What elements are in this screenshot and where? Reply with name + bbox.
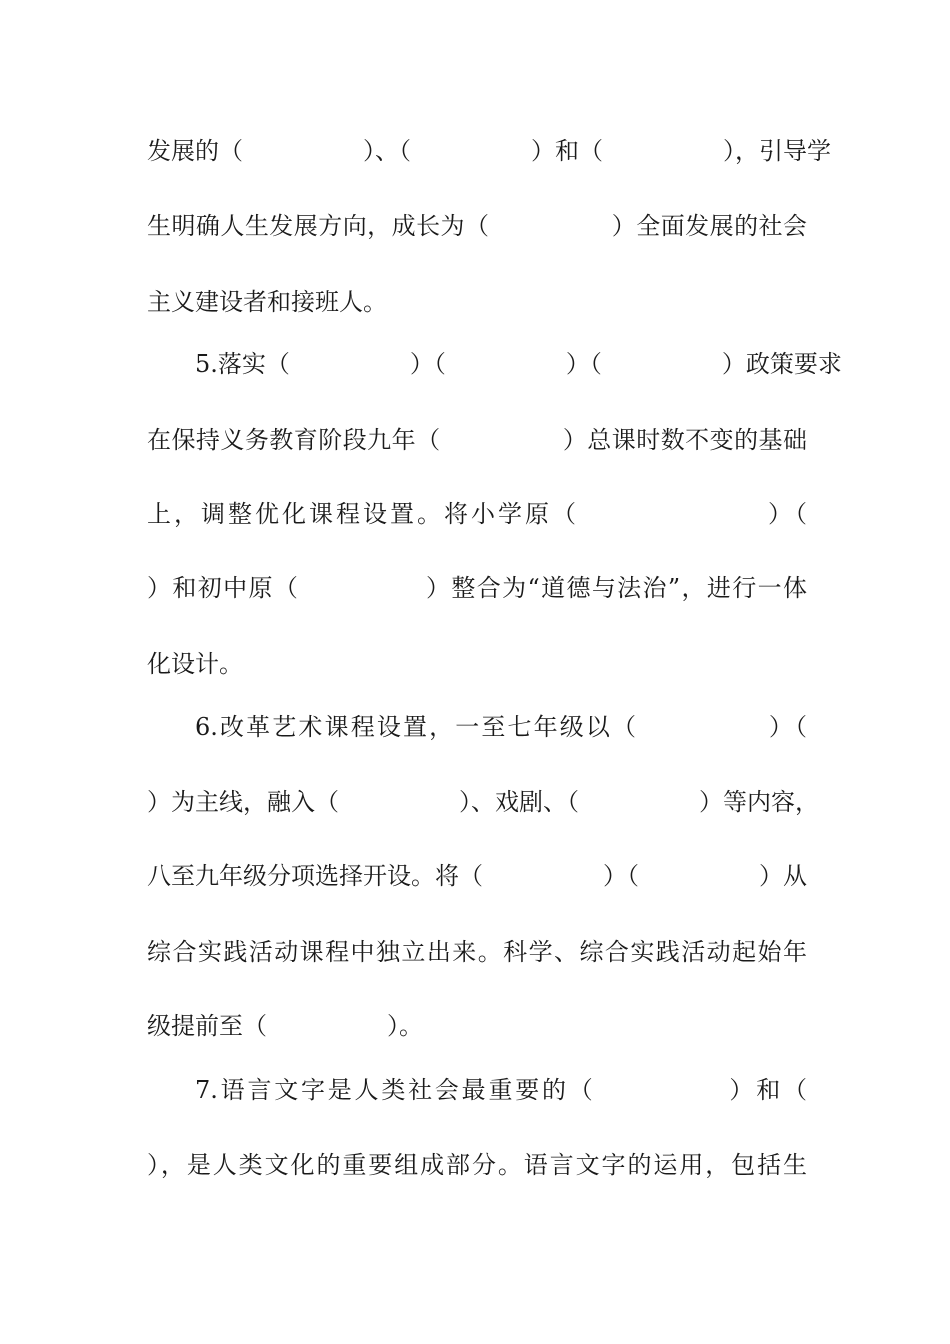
- text-line: 发展的（ ）、（ ）和（ ），引导学: [147, 137, 831, 165]
- text-line: ）为主线，融入（ ）、戏剧、（ ）等内容，: [147, 788, 819, 816]
- text-line: ），是人类文化的重要组成部分。语言文字的运用，包括生: [147, 1151, 807, 1179]
- text-line: 级提前至（ ）。: [147, 1012, 423, 1040]
- text-line: 综合实践活动课程中独立出来。科学、综合实践活动起始年: [147, 938, 807, 966]
- paragraph-6-start: 6.改革艺术课程设置，一至七年级以（ ）（: [195, 713, 807, 741]
- paragraph-7-start: 7.语言文字是人类社会最重要的（ ）和（: [195, 1076, 807, 1104]
- text-line: 上，调整优化课程设置。将小学原（ ）（: [147, 500, 807, 528]
- paragraph-5-start: 5.落实（ ）（ ）（ ）政策要求: [195, 350, 842, 378]
- text-line: 八至九年级分项选择开设。将（ ）（ ）从: [147, 862, 807, 890]
- text-line: 在保持义务教育阶段九年（ ）总课时数不变的基础: [147, 426, 807, 454]
- text-line: 主义建设者和接班人。: [147, 288, 387, 316]
- text-line: ）和初中原（ ）整合为“道德与法治”，进行一体: [147, 574, 807, 602]
- text-line: 化设计。: [147, 650, 243, 678]
- text-line: 生明确人生发展方向，成长为（ ）全面发展的社会: [147, 212, 807, 240]
